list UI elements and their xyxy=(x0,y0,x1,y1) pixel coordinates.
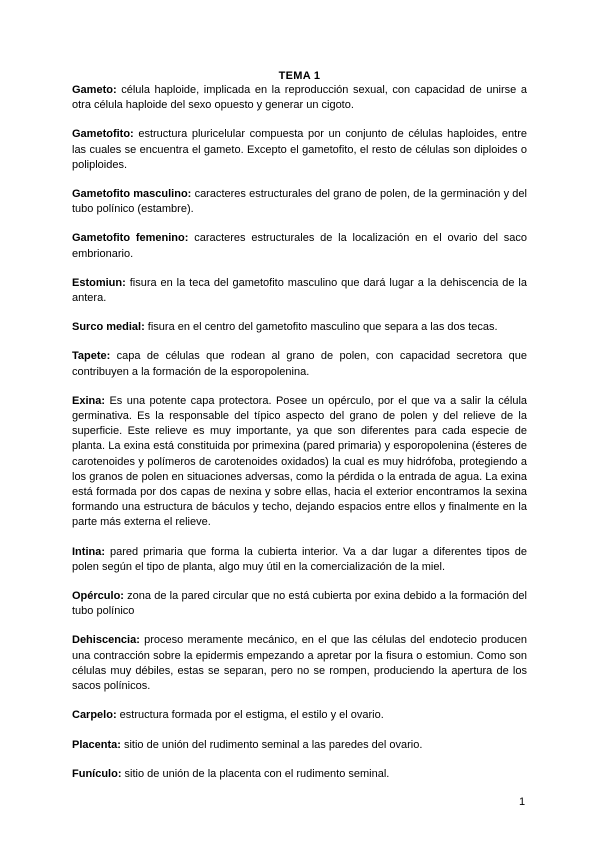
page-number: 1 xyxy=(519,796,526,808)
definition-text: capa de células que rodean al grano de polen, con capacidad secretora que contribuyen a la formación de la esporopolenina. xyxy=(72,350,527,378)
definition-entry xyxy=(72,738,527,753)
definition-text: caracteres estructurales de la localización en el ovario del saco embrionario. xyxy=(72,232,527,260)
definition-text: Es una potente capa protectora. Posee un opérculo, por el que va a salir la célula germinativa. Es la responsable del típico aspecto del grano de polen y del relieve de la superficie. Este relieve es muy importante, ya que son diferentes para cada especie de planta. La exina está constituida por primexina (pared primaria) y esporopolenina (ésteres de carotenoides y polímeros de carotenoides oxidados) la cual es muy hidrófoba, protegiendo a los granos de polen en situaciones adversas, como la pérdida o la entrada de agua. La exina está formada por dos capas de nexina y sobre ellas, hacia el exterior encontramos la sexina formando una estructura de báculos y techo, dejando espacios entre ellos y finalmente en la parte más externa el relieve. xyxy=(72,394,527,529)
definition-term: Estomiun: xyxy=(72,276,126,289)
definition-text: proceso meramente mecánico, en el que las células del endotecio producen una contracción sobre la epidermis empezando a apretar por la fisura o estomiun. Como son células muy débiles, estas se separan, pero no se rompen, produciendo la apertura de los sacos polínicos. xyxy=(72,634,527,693)
definition-term: Exina: xyxy=(72,394,106,407)
definition-text: sitio de unión de la placenta con el rudimento seminal. xyxy=(121,767,390,780)
definition-term: Gametofito: xyxy=(72,128,134,141)
page-title: TEMA 1 xyxy=(278,70,321,82)
definition-entry xyxy=(72,231,527,261)
definition-term: Gameto: xyxy=(72,84,117,96)
definition-text: célula haploide, implicada en la reproducción sexual, con capacidad de unirse a otra célula haploide del sexo opuesto y generar un cigoto. xyxy=(72,84,527,112)
definition-text: sitio de unión del rudimento seminal a las paredes del ovario. xyxy=(120,738,423,751)
definition-entry xyxy=(72,589,527,619)
definition-term: Funículo: xyxy=(72,767,122,780)
definition-entry xyxy=(72,708,527,723)
definition-text: caracteres estructurales del grano de polen, de la germinación y del tubo polínico (estambre). xyxy=(72,188,527,216)
definition-text: estructura pluricelular compuesta por un conjunto de células haploides, entre las cuales se encuentra el gameto. Excepto el gametofito, el resto de células son diploides o poliploides. xyxy=(72,128,527,171)
definition-entry xyxy=(72,394,527,531)
definition-text: estructura formada por el estigma, el estilo y el ovario. xyxy=(116,709,384,722)
definition-term: Gametofito femenino: xyxy=(72,232,189,245)
definition-entry xyxy=(72,767,527,782)
definition-entry xyxy=(72,349,527,379)
definition-term: Intina: xyxy=(72,545,105,558)
definition-term: Gametofito masculino: xyxy=(72,188,192,201)
definition-term: Opérculo: xyxy=(72,590,124,603)
definition-entry xyxy=(72,545,527,575)
definition-entry xyxy=(72,127,527,173)
definition-term: Dehiscencia: xyxy=(72,634,140,647)
definition-text: zona de la pared circular que no está cubierta por exina debido a la formación del tubo polínico xyxy=(72,590,527,618)
definition-term: Tapete: xyxy=(72,350,111,363)
definition-entry xyxy=(72,83,527,113)
definition-text: fisura en el centro del gametofito masculino que separa a las dos tecas. xyxy=(144,321,498,334)
definition-entry xyxy=(72,320,527,335)
definition-entry xyxy=(72,187,527,217)
definition-term: Surco medial: xyxy=(72,321,145,334)
definition-entry xyxy=(72,633,527,694)
definition-term: Carpelo: xyxy=(72,709,117,722)
definition-text: fisura en la teca del gametofito masculino que dará lugar a la dehiscencia de la antera. xyxy=(72,276,527,305)
definition-text: pared primaria que forma la cubierta interior. Va a dar lugar a diferentes tipos de polen según el tipo de planta, algo muy útil en la comercialización de la miel. xyxy=(72,545,527,573)
definition-entry xyxy=(72,276,527,306)
definition-term: Placenta: xyxy=(72,738,121,751)
document-page xyxy=(72,70,527,796)
definitions-list xyxy=(72,83,527,782)
